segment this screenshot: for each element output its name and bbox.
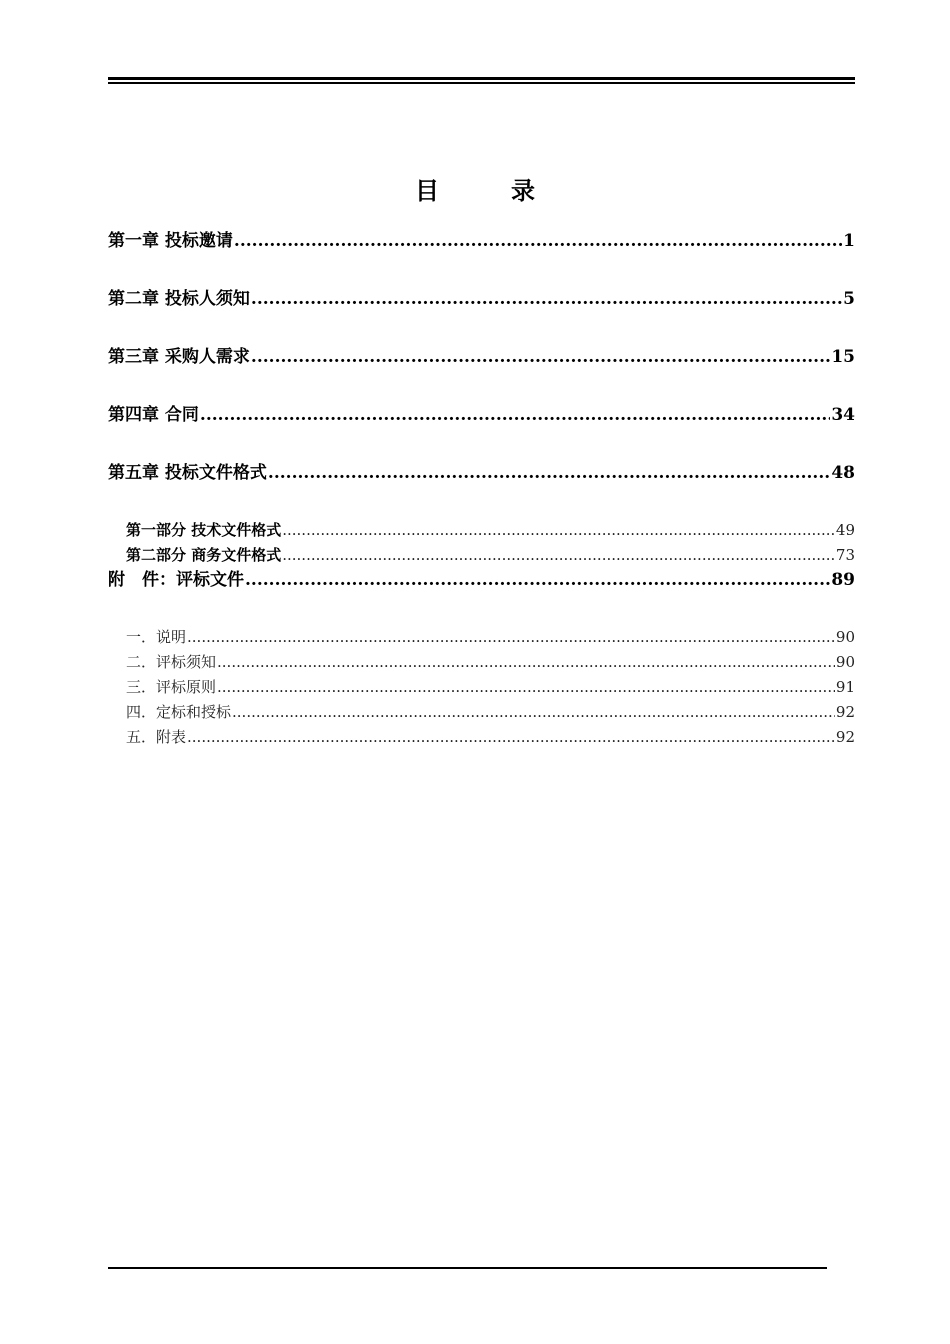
toc-entry-label: 附 件：评标文件 <box>108 570 244 590</box>
page-title: 目 录 <box>415 176 559 205</box>
toc-entry-appendix-item-3[interactable] <box>126 676 855 698</box>
toc-entry-page: 92 <box>835 728 855 746</box>
toc-leader <box>187 726 835 748</box>
toc-leader <box>282 519 835 541</box>
toc-entry-page: 89 <box>831 570 855 590</box>
toc-entry-page: 90 <box>835 628 855 646</box>
toc-entry-chapter-3[interactable] <box>108 345 855 369</box>
toc-entry-chapter-2[interactable] <box>108 287 855 311</box>
toc-leader <box>251 345 830 369</box>
toc-entry-label: 第一部分 技术文件格式 <box>126 521 282 539</box>
toc-entry-part-1[interactable] <box>126 519 855 541</box>
footer-rule <box>108 1267 827 1269</box>
toc-entry-label: 第二章 投标人须知 <box>108 289 250 309</box>
toc-entry-chapter-4[interactable] <box>108 403 855 427</box>
toc-entry-part-2[interactable] <box>126 544 855 566</box>
toc-entry-label: 第一章 投标邀请 <box>108 231 233 251</box>
toc-entry-label: 第二部分 商务文件格式 <box>126 546 282 564</box>
toc-entry-label: 五．附表 <box>126 728 187 746</box>
toc-leader <box>245 568 830 592</box>
toc-entry-appendix[interactable] <box>108 568 855 592</box>
toc-entry-label: 三．评标原则 <box>126 678 217 696</box>
toc-leader <box>251 287 842 311</box>
toc-entry-appendix-item-5[interactable] <box>126 726 855 748</box>
toc-entry-label: 四．定标和授标 <box>126 703 232 721</box>
toc-entry-chapter-5[interactable] <box>108 461 855 485</box>
toc-entry-label: 第四章 合同 <box>108 405 199 425</box>
toc-entry-page: 73 <box>835 546 855 564</box>
header-rule-thick <box>108 77 855 80</box>
toc-entry-label: 二．评标须知 <box>126 653 217 671</box>
toc-entry-page: 5 <box>843 289 855 309</box>
toc-entry-appendix-item-1[interactable] <box>126 626 855 648</box>
toc-leader <box>200 403 830 427</box>
toc-entry-page: 90 <box>835 653 855 671</box>
toc-entry-page: 48 <box>831 463 855 483</box>
toc-entry-label: 第五章 投标文件格式 <box>108 463 267 483</box>
toc-entry-label: 一．说明 <box>126 628 187 646</box>
toc-entry-chapter-1[interactable] <box>108 229 855 253</box>
header-rule-thin <box>108 82 855 84</box>
toc-entry-label: 第三章 采购人需求 <box>108 347 250 367</box>
toc-entry-page: 15 <box>831 347 855 367</box>
toc-leader <box>282 544 835 566</box>
toc-entry-appendix-item-2[interactable] <box>126 651 855 673</box>
toc-entry-page: 91 <box>835 678 855 696</box>
toc-entry-page: 49 <box>835 521 855 539</box>
toc-entry-appendix-item-4[interactable] <box>126 701 855 723</box>
toc-leader <box>217 651 835 673</box>
toc-leader <box>268 461 830 485</box>
toc-leader <box>217 676 835 698</box>
toc-leader <box>187 626 835 648</box>
toc-leader <box>232 701 835 723</box>
toc-entry-page: 1 <box>843 231 855 251</box>
toc-leader <box>234 229 842 253</box>
toc-entry-page: 34 <box>831 405 855 425</box>
toc-entry-page: 92 <box>835 703 855 721</box>
